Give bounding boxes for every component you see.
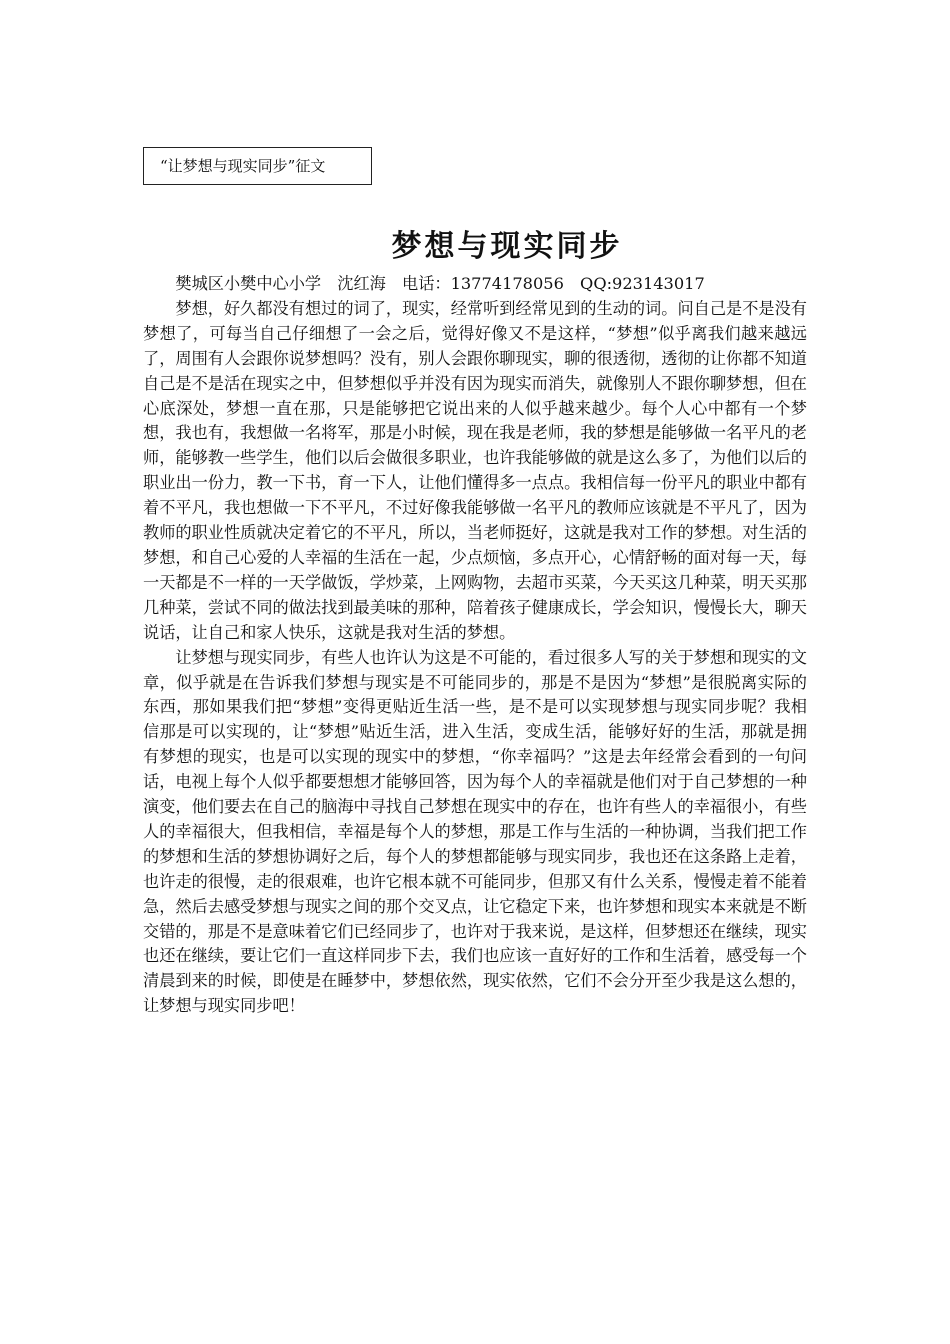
paragraph-1: 梦想，好久都没有想过的词了，现实，经常听到经常见到的生动的词。问自己是不是没有梦想了，可每当自己仔细想了一会之后，觉得好像又不是这样，“梦想”似乎离我们越来越远了，周围有人会跟你说梦想吗？没有，别人会跟你聊现实，聊的很透彻，透彻的让你都不知道自己是不是活在现实之中，但梦想似乎并没有因为现实而消失，就像别人不跟你聊梦想，但在心底深处，梦想一直在那，只是能够把它说出来的人似乎越来越少。每个人心中都有一个梦想，我也有，我想做一名将军，那是小时候，现在我是老师，我的梦想是能够做一名平凡的老师，能够教一些学生，他们以后会做很多职业，也许我能够做的就是这么多了，为他们以后的职业出一份力，教一下书，育一下人，让他们懂得多一点点。我相信每一份平凡的职业中都有着不平凡，我也想做一下不平凡，不过好像我能够做一名平凡的教师应该就是不平凡了，因为教师的职业性质就决定着它的不平凡，所以，当老师挺好，这就是我对工作的梦想。对生活的梦想，和自己心爱的人幸福的生活在一起，少点烦恼，多点开心，心情舒畅的面对每一天，每一天都是不一样的一天学做饭，学炒菜，上网购物，去超市买菜，今天买这几种菜，明天买那几种菜，尝试不同的做法找到最美味的那种，陪着孩子健康成长，学会知识，慢慢长大，聊天说话，让自己和家人快乐，这就是我对生活的梦想。 xyxy=(143,298,807,642)
essay-category-label: “让梦想与现实同步”征文 xyxy=(160,157,326,175)
essay-category-box xyxy=(143,147,372,185)
article-body xyxy=(143,272,807,1019)
author-byline: 樊城区小樊中心小学 沈红海 电话：13774178056 QQ:923143017 xyxy=(175,274,705,293)
article-title: 梦想与现实同步 xyxy=(391,229,623,264)
paragraph-2: 让梦想与现实同步，有些人也许认为这是不可能的，看过很多人写的关于梦想和现实的文章，似乎就是在告诉我们梦想与现实是不可能同步的，那是不是因为“梦想”是很脱离实际的东西，那如果我们把“梦想”变得更贴近生活一些，是不是可以实现梦想与现实同步呢？我相信那是可以实现的，让“梦想”贴近生活，进入生活，变成生活，能够好好的生活，那就是拥有梦想的现实，也是可以实现的现实中的梦想，“你幸福吗？”这是去年经常会看到的一句问话，电视上每个人似乎都要想想才能够回答，因为每个人的幸福就是他们对于自己梦想的一种演变，他们要去在自己的脑海中寻找自己梦想在现实中的存在，也许有些人的幸福很小，有些人的幸福很大，但我相信，幸福是每个人的梦想，那是工作与生活的一种协调，当我们把工作的梦想和生活的梦想协调好之后，每个人的梦想都能够与现实同步，我也还在这条路上走着，也许走的很慢，走的很艰难，也许它根本就不可能同步，但那又有什么关系，慢慢走着不能着急，然后去感受梦想与现实之间的那个交叉点，让它稳定下来，也许梦想和现实本来就是不断交错的，那是不是意味着它们已经同步了，也许对于我来说，是这样，但梦想还在继续，现实也还在继续，要让它们一直这样同步下去，我们也应该一直好好的工作和生活着，感受每一个清晨到来的时候，即使是在睡梦中，梦想依然，现实依然，它们不会分开至少我是这么想的，让梦想与现实同步吧！ xyxy=(143,647,807,1016)
